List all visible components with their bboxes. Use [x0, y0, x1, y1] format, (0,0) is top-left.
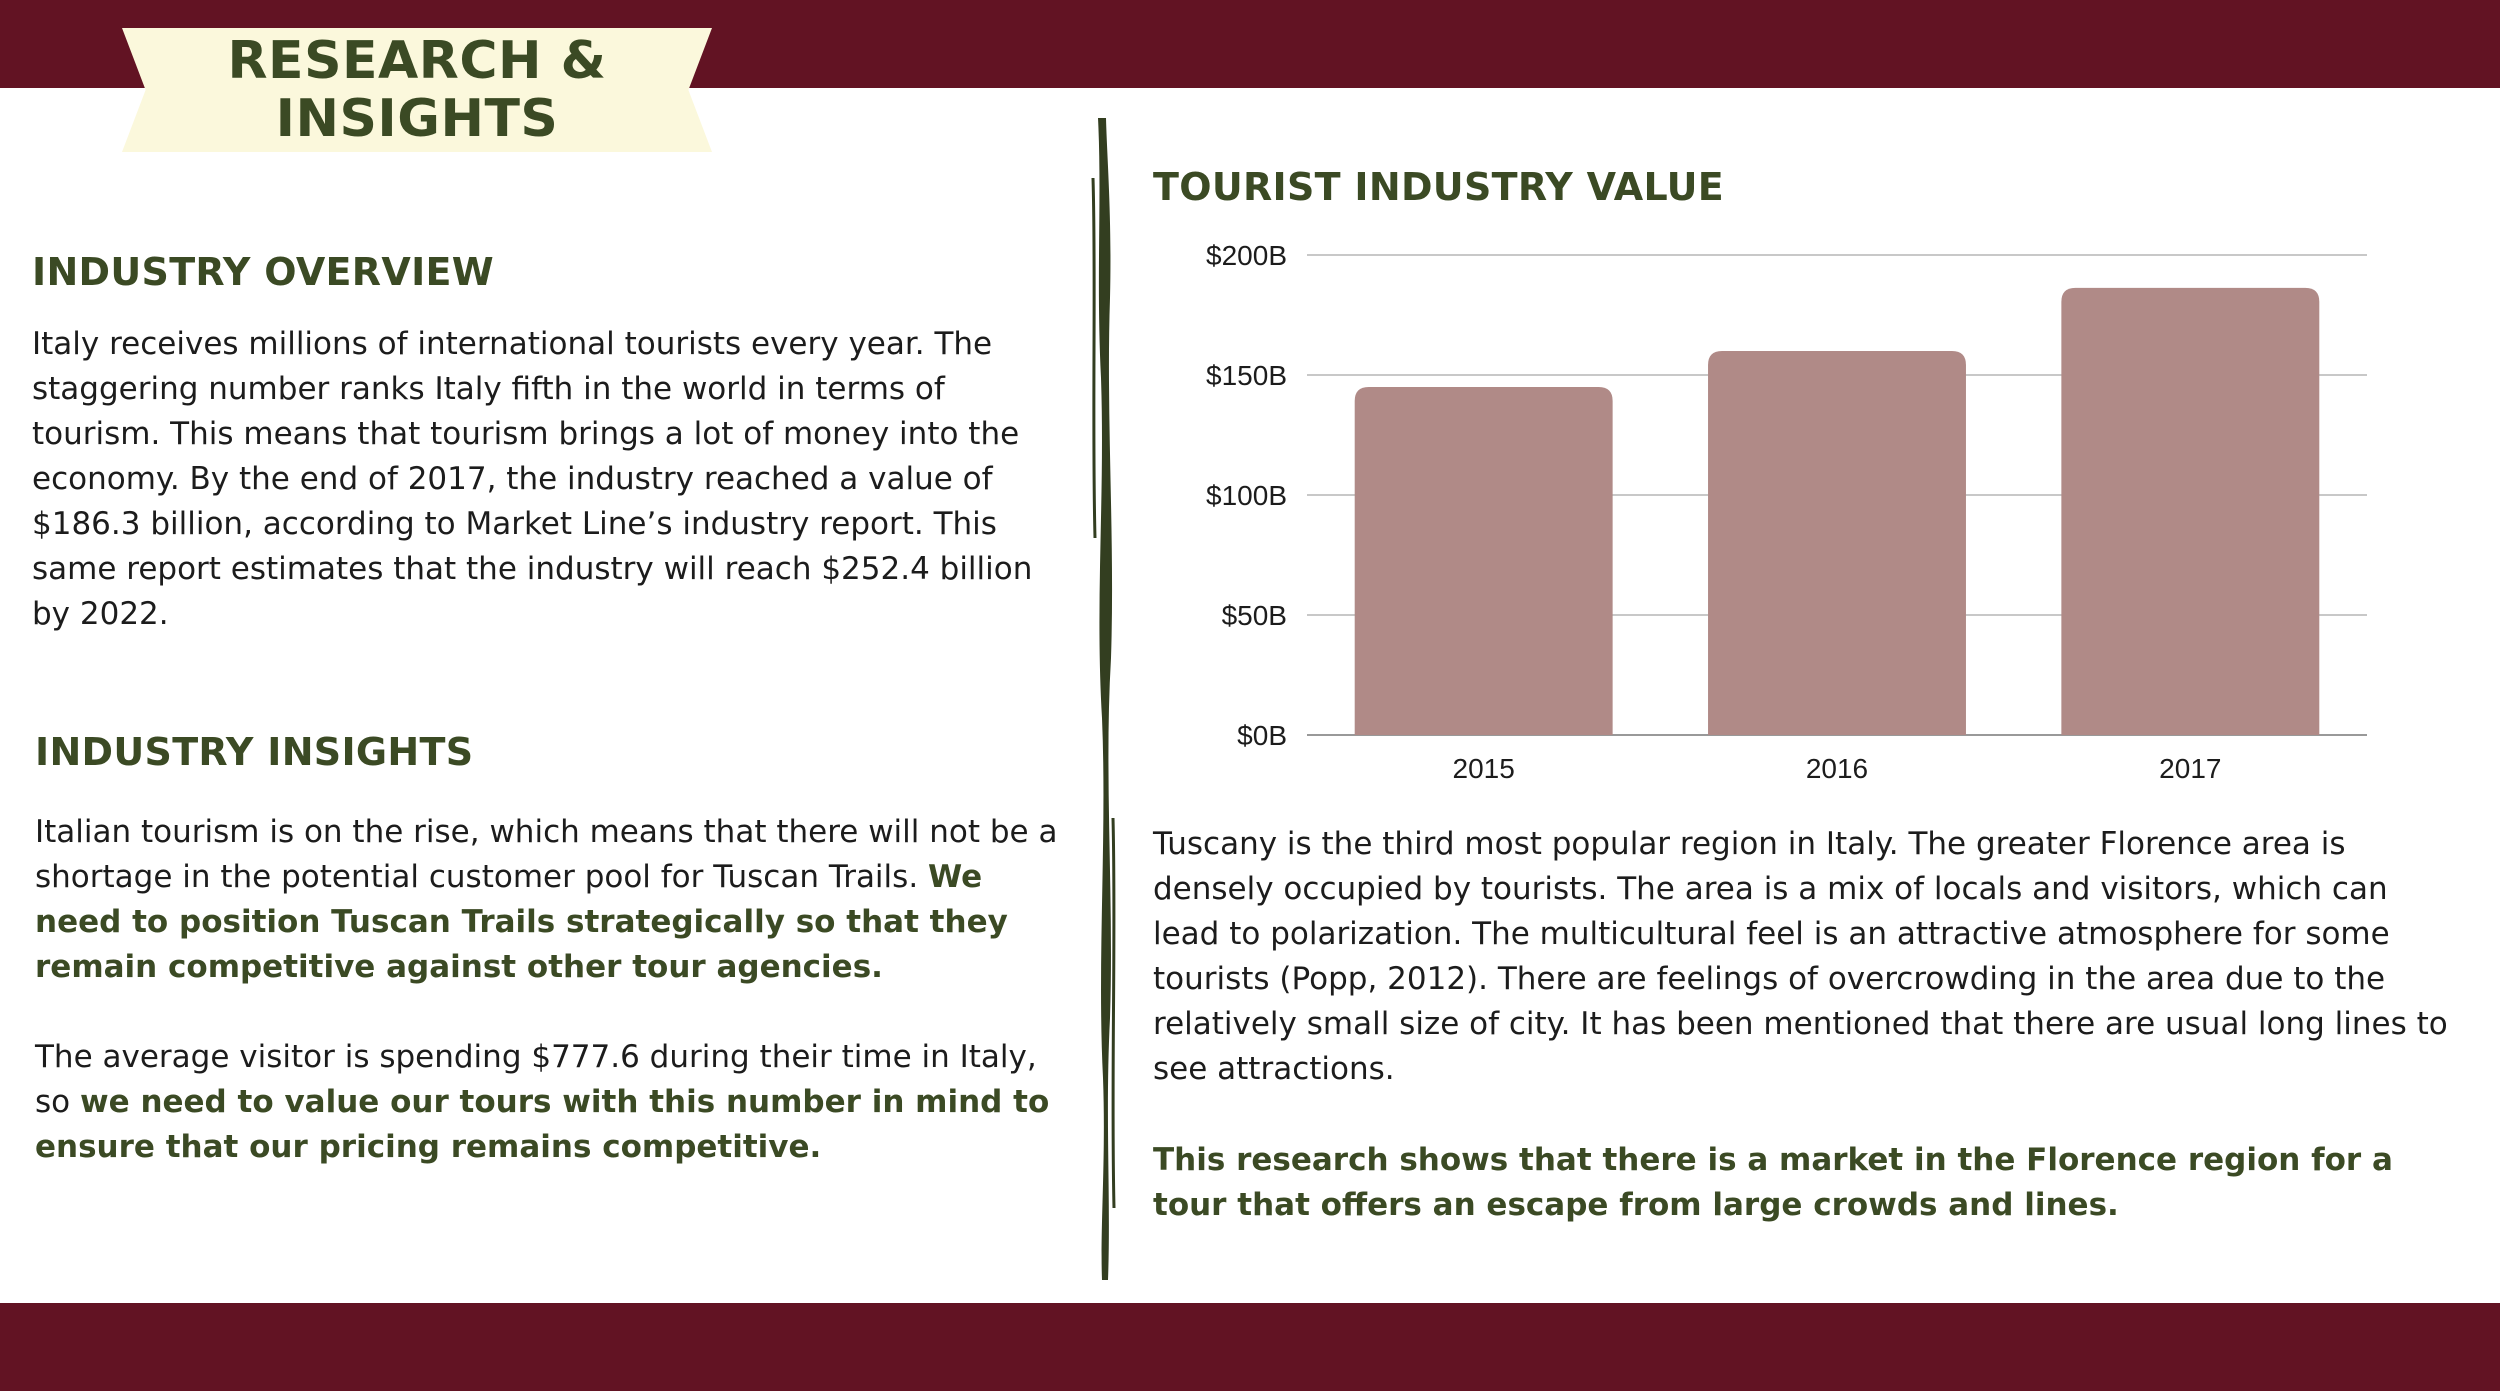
bar-2017 — [2061, 288, 2319, 735]
insights-paragraph-1-text: Italian tourism is on the rise, which means that there will not be a shortage in the potential customer pool for Tuscan Trails. — [35, 814, 1058, 895]
insights-paragraph-1 — [35, 810, 1075, 990]
x-tick-label: 2017 — [2159, 753, 2222, 784]
tuscany-text: Tuscany is the third most popular region in Italy. The greater Florence area is densely occupied by tourists. The area is a mix of locals and visitors, which can lead to polarization. The multicultural feel is an attractive atmosphere for some tourists (Popp, 2012). There are feelings of overcrowding in the area due to the relatively small size of city. It has been mentioned that there are usual long lines to see attractions. — [1153, 826, 2448, 1087]
bar-2015 — [1355, 387, 1613, 735]
industry-overview-text: Italy receives millions of international tourists every year. The staggering number ranks Italy fifth in the world in terms of tourism. This means that tourism brings a lot of money into the economy. By the end of 2017, the industry reached a value of $186.3 billion, according to Market Line’s industry report. This same report estimates that the industry will reach $252.4 billion by 2022. — [32, 326, 1033, 632]
insights-paragraph-2-text: The average visitor is spending $777.6 during their time in Italy, so — [35, 1039, 1037, 1120]
bar-2016 — [1708, 351, 1966, 735]
industry-overview-heading: INDUSTRY OVERVIEW — [32, 250, 494, 294]
conclusion-text — [1153, 1138, 2473, 1228]
y-tick-label: $100B — [1206, 480, 1287, 511]
industry-insights-heading: INDUSTRY INSIGHTS — [35, 730, 474, 774]
conclusion-emphasis: This research shows that there is a market in the Florence region for a tour that offers an escape from large crowds and lines. — [1153, 1142, 2393, 1223]
bottom-band — [0, 1303, 2500, 1391]
tourist-industry-value-heading: TOURIST INDUSTRY VALUE — [1153, 165, 1725, 209]
y-tick-label: $50B — [1221, 600, 1287, 631]
y-tick-label: $200B — [1206, 240, 1287, 271]
insights-paragraph-2-emphasis: we need to value our tours with this number in mind to ensure that our pricing remains competitive. — [35, 1084, 1050, 1165]
page-title: RESEARCH & INSIGHTS — [227, 31, 607, 149]
insights-paragraph-1-emphasis: We need to position Tuscan Trails strategically so that they remain competitive against other tour agencies. — [35, 859, 1008, 985]
y-tick-label: $0B — [1237, 720, 1287, 751]
x-tick-label: 2015 — [1452, 753, 1515, 784]
tourist-industry-value-chart — [1150, 225, 2400, 805]
insights-paragraph-2 — [35, 1035, 1075, 1170]
brush-divider — [1084, 118, 1124, 1280]
x-tick-label: 2016 — [1805, 753, 1869, 784]
y-tick-label: $150B — [1206, 360, 1287, 391]
